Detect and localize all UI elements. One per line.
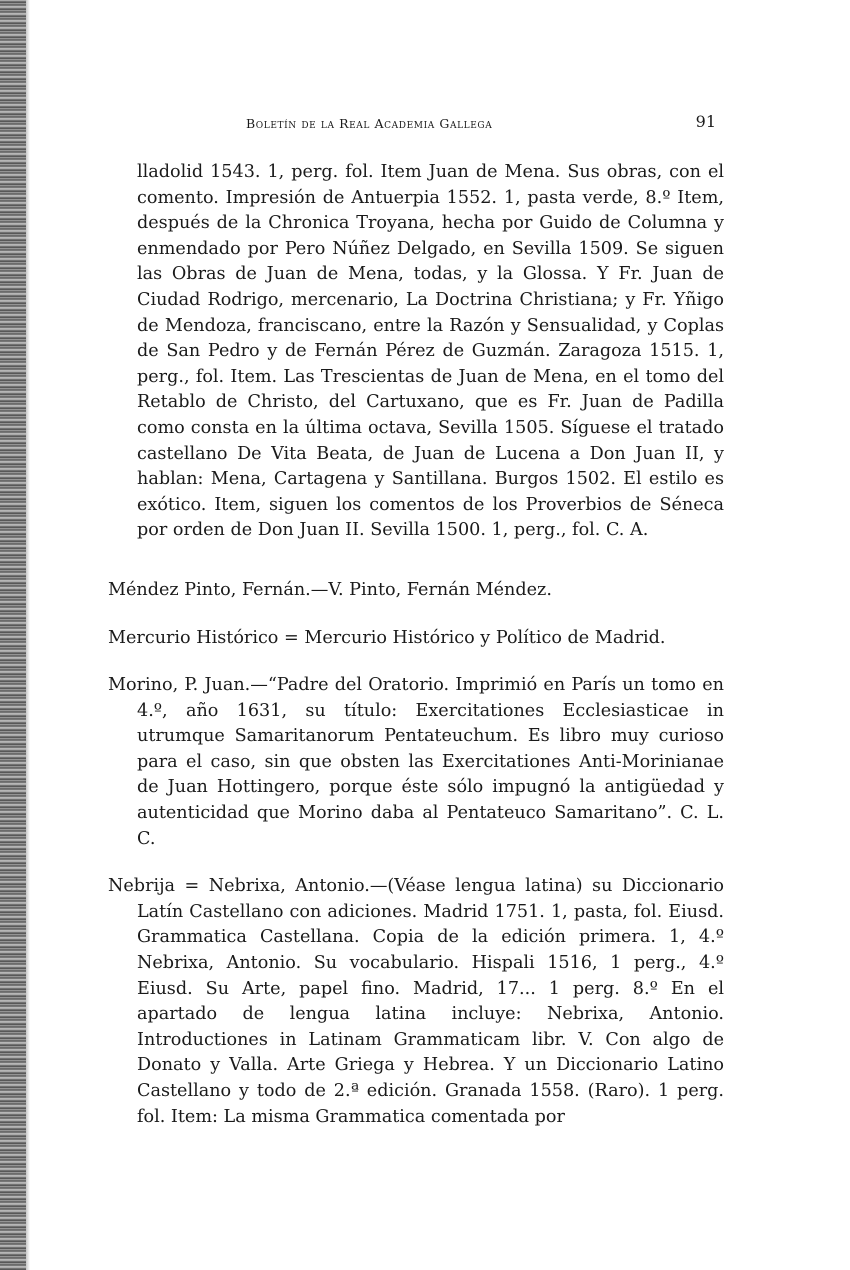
- paragraph-continuation: lladolid 1543. 1, perg. fol. Item Juan de Mena. Sus obras, con el comento. Impresión de Antuerpia 1552. 1, pasta verde, 8.º Item, después de la Chronica Troyana, hecha por Guido de Columna y enmendado por Pero Núñez Delgado, en Sevilla 1509. Se siguen las Obras de Juan de Mena, todas, y la Glossa. Y Fr. Juan de Ciudad Rodrigo, mercenario, La Doctrina Christiana; y Fr. Yñigo de Mendoza, franciscano, entre la Razón y Sensualidad, y Coplas de San Pedro y de Fernán Pérez de Guzmán. Zaragoza 1515. 1, perg., fol. Item. Las Trescientas de Juan de Mena, en el tomo del Retablo de Christo, del Cartuxano, que es Fr. Juan de Padilla como consta en la última octava, Sevilla 1505. Síguese el tratado castellano De Vita Beata, de Juan de Lucena a Don Juan II, y hablan: Mena, Cartagena y Santillana. Burgos 1502. El estilo es exótico. Item, siguen los comentos de los Proverbios de Séneca por orden de Don Juan II. Sevilla 1500. 1, perg., fol. C. A.: [137, 162, 724, 541]
- entry-mercurio: Mercurio Histórico = Mercurio Histórico y Político de Madrid.: [108, 627, 666, 648]
- page-header: [108, 112, 720, 138]
- entry-morino: Morino, P. Juan.—“Padre del Oratorio. Imprimió en París un tomo en 4.º, año 1631, su título: Exercitationes Ecclesiasticae in utrumque Samaritanorum Pentateuchum. Es libro muy curioso para el caso, sin que obsten las Exercitationes Anti-Morinianae de Juan Hottingero, porque éste sólo impugnó la antigüedad y autenticidad que Morino daba al Pentateuco Samaritano”. C. L. C.: [108, 675, 724, 849]
- page-number: 91: [695, 112, 716, 131]
- running-title: Boletín de la Real Academia Gallega: [246, 116, 493, 131]
- book-binding-edge: [0, 0, 26, 1270]
- entry-nebrija: Nebrija = Nebrixa, Antonio.—(Véase lengua latina) su Diccionario Latín Castellano con adiciones. Madrid 1751. 1, pasta, fol. Eiusd. Grammatica Castellana. Copia de la edición primera. 1, 4.º Nebrixa, Antonio. Su vocabulario. Hispali 1516, 1 perg., 4.º Eiusd. Su Arte, papel fino. Madrid, 17... 1 perg. 8.º En el apartado de lengua latina incluye: Nebrixa, Antonio. Introductiones in Latinam Grammaticam libr. V. Con algo de Donato y Valla. Arte Griega y Hebrea. Y un Diccionario Latino Castellano y todo de 2.ª edición. Granada 1558. (Raro). 1 perg. fol. Item: La misma Grammatica comentada por: [108, 876, 724, 1127]
- entry-mendez-pinto: Méndez Pinto, Fernán.—V. Pinto, Fernán Méndez.: [108, 579, 552, 600]
- body-text: [108, 160, 724, 1130]
